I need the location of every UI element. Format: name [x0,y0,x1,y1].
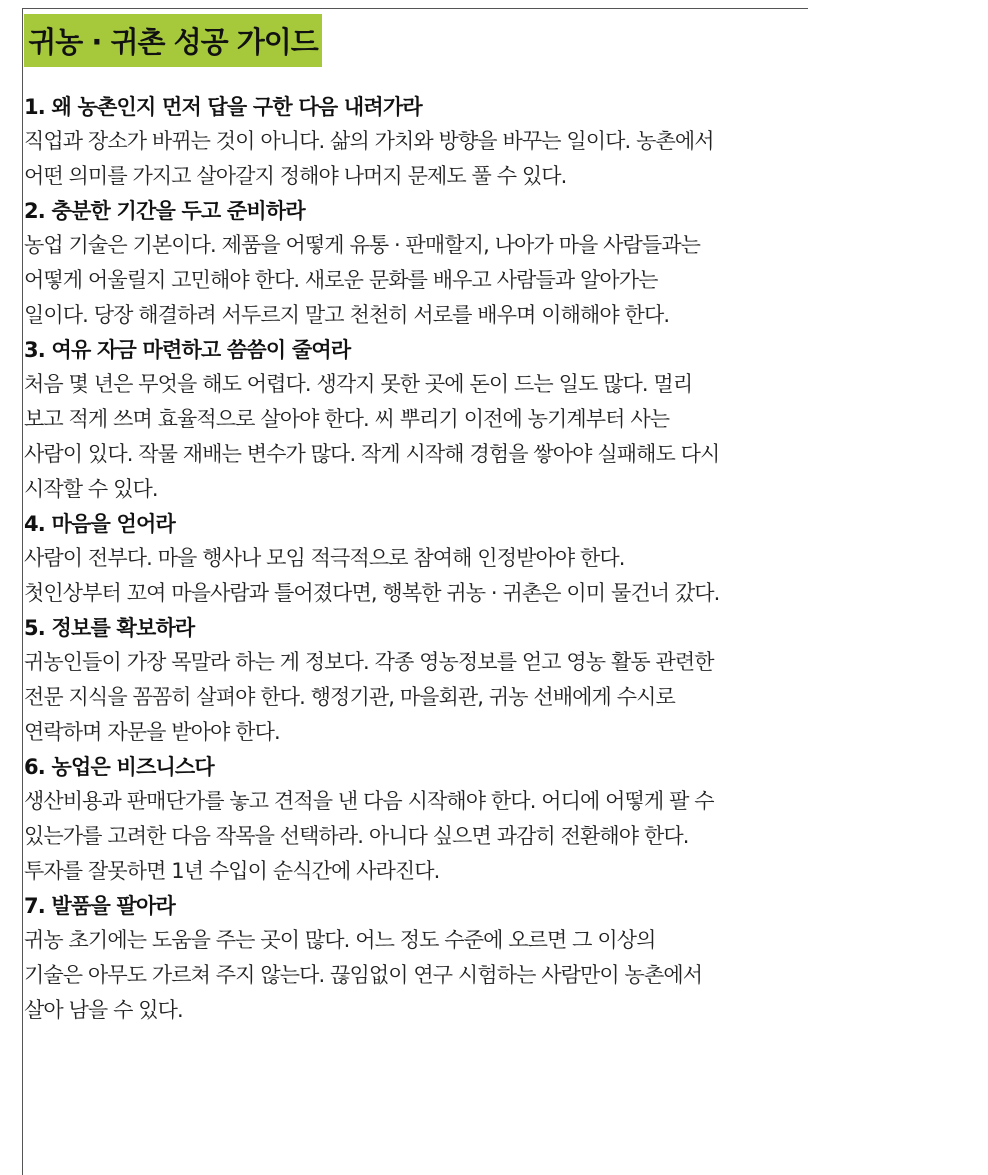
section-heading: 3. 여유 자금 마련하고 씀씀이 줄여라 [24,338,351,362]
top-border-line [22,8,808,9]
guide-section [22,507,822,611]
guide-section [22,333,822,507]
section-heading: 6. 농업은 비즈니스다 [24,755,214,779]
section-text-line: 처음 몇 년은 무엇을 해도 어렵다. 생각지 못한 곳에 돈이 드는 일도 많다. 멀리 [24,372,693,396]
guide-section [22,750,822,889]
guide-section [22,611,822,750]
section-text-line: 투자를 잘못하면 1년 수입이 순식간에 사라진다. [24,859,440,883]
page-title: 귀농 · 귀촌 성공 가이드 [28,25,318,59]
section-text-line: 기술은 아무도 가르쳐 주지 않는다. 끊임없이 연구 시험하는 사람만이 농촌에서 [24,963,703,987]
section-text-line: 직업과 장소가 바뀌는 것이 아니다. 삶의 가치와 방향을 바꾸는 일이다. 농촌에서 [24,129,714,153]
section-text-line: 첫인상부터 꼬여 마을사람과 틀어졌다면, 행복한 귀농 · 귀촌은 이미 물건너 갔다. [24,581,720,605]
section-text-line: 보고 적게 쓰며 효율적으로 살아야 한다. 씨 뿌리기 이전에 농기계부터 사는 [24,407,670,431]
title-banner [24,14,322,67]
section-text-line: 생산비용과 판매단가를 놓고 견적을 낸 다음 시작해야 한다. 어디에 어떻게 팔 수 [24,789,714,813]
section-heading: 2. 충분한 기간을 두고 준비하라 [24,199,305,223]
section-text-line: 시작할 수 있다. [24,477,158,501]
guide-section [22,90,822,194]
section-text-line: 일이다. 당장 해결하려 서두르지 말고 천천히 서로를 배우며 이해해야 한다. [24,303,670,327]
section-text-line: 귀농인들이 가장 목말라 하는 게 정보다. 각종 영농정보를 얻고 영농 활동 관련한 [24,650,714,674]
guide-section [22,889,822,1028]
section-text-line: 귀농 초기에는 도움을 주는 곳이 많다. 어느 정도 수준에 오르면 그 이상의 [24,928,656,952]
section-text-line: 연락하며 자문을 받아야 한다. [24,720,280,744]
section-heading: 5. 정보를 확보하라 [24,616,195,640]
section-text-line: 농업 기술은 기본이다. 제품을 어떻게 유통 · 판매할지, 나아가 마을 사람들과는 [24,233,701,257]
section-text-line: 전문 지식을 꼼꼼히 살펴야 한다. 행정기관, 마을회관, 귀농 선배에게 수시로 [24,685,675,709]
section-text-line: 살아 남을 수 있다. [24,998,183,1022]
section-text-line: 사람이 전부다. 마을 행사나 모임 적극적으로 참여해 인정받아야 한다. [24,546,625,570]
section-heading: 4. 마음을 얻어라 [24,512,175,536]
section-heading: 7. 발품을 팔아라 [24,894,175,918]
section-text-line: 사람이 있다. 작물 재배는 변수가 많다. 작게 시작해 경험을 쌓아야 실패해도 다시 [24,442,720,466]
section-text-line: 있는가를 고려한 다음 작목을 선택하라. 아니다 싶으면 과감히 전환해야 한다. [24,824,689,848]
section-heading: 1. 왜 농촌인지 먼저 답을 구한 다음 내려가라 [24,95,422,119]
guide-content [22,90,822,1028]
section-text-line: 어떤 의미를 가지고 살아갈지 정해야 나머지 문제도 풀 수 있다. [24,164,567,188]
guide-section [22,194,822,333]
section-text-line: 어떻게 어울릴지 고민해야 한다. 새로운 문화를 배우고 사람들과 알아가는 [24,268,658,292]
